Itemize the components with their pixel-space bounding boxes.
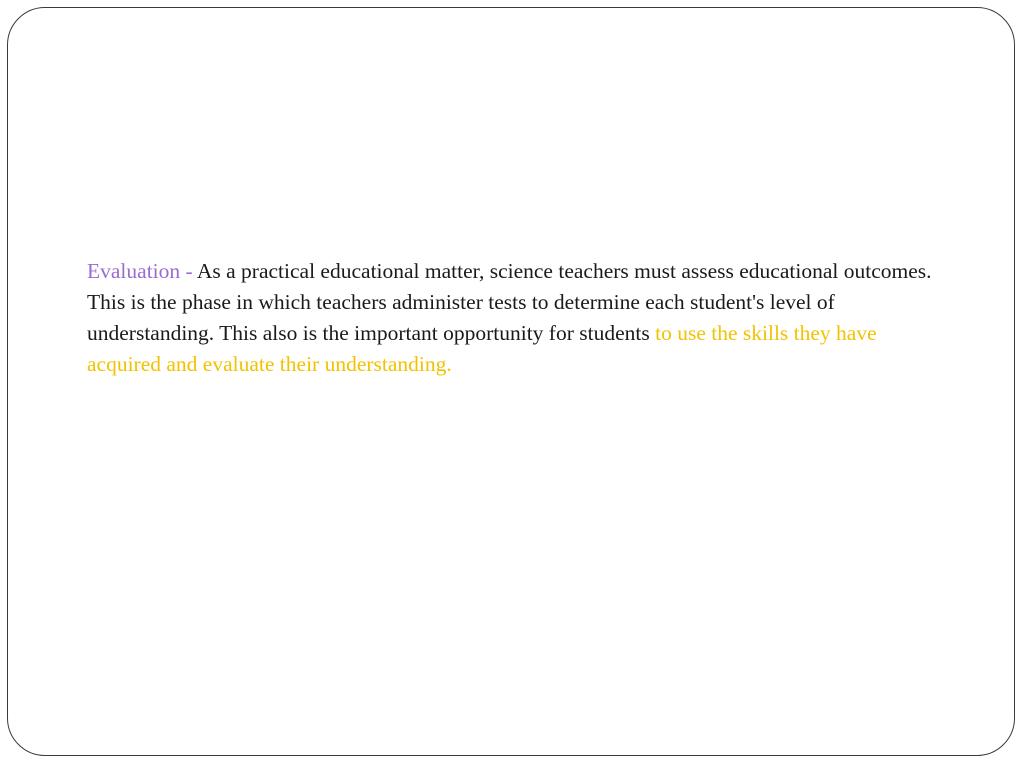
body-text: As a practical educational matter, science teachers must assess educational outcomes. This is the phase in which teachers administer tests to determine each student's level of understanding. This also is the important opportunity for students: [87, 258, 932, 345]
term-separator: -: [180, 258, 197, 283]
slide-paragraph: [87, 256, 937, 380]
highlight-text: to use the skills they have acquired and evaluate their understanding.: [87, 320, 877, 376]
term-label: Evaluation: [87, 258, 181, 283]
slide-frame: [7, 7, 1015, 756]
